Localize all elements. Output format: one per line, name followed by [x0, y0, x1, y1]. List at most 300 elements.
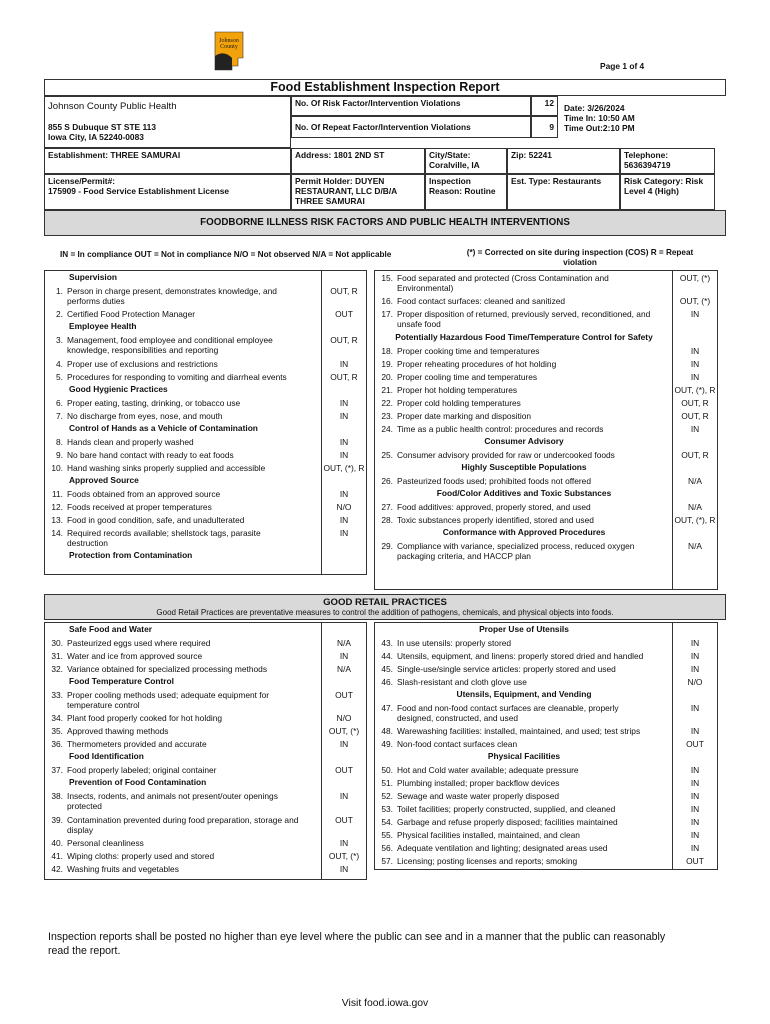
item-status: OUT, R — [672, 412, 717, 424]
item-text: Toilet facilities; properly constructed, supplied, and cleaned — [397, 804, 616, 815]
zip: Zip: 52241 — [507, 148, 620, 174]
item-text-wrap — [48, 412, 303, 422]
checklist-row — [45, 864, 366, 877]
establishment: Establishment: THREE SAMURAI — [44, 148, 291, 174]
item-number: 40. — [51, 838, 63, 849]
checklist-row — [375, 515, 717, 528]
item-status: IN — [672, 704, 717, 726]
checklist-row — [375, 765, 717, 778]
item-text-wrap — [378, 704, 654, 724]
item-number: 5. — [56, 371, 63, 382]
section-heading: Good Hygienic Practices — [69, 383, 168, 394]
item-text: Washing fruits and vegetables — [67, 864, 179, 875]
page-number: Page 1 of 4 — [600, 61, 645, 71]
checklist-row — [45, 515, 366, 528]
item-text-wrap — [378, 542, 654, 562]
checklist-row — [45, 463, 366, 476]
item-number: 17. — [381, 309, 393, 320]
item-status: IN — [672, 766, 717, 778]
retail-banner — [44, 594, 726, 620]
item-status: OUT — [672, 740, 717, 752]
time-in: Time In: 10:50 AM — [564, 113, 635, 123]
section-heading: Prevention of Food Contamination — [69, 777, 207, 788]
item-status: N/A — [672, 542, 717, 564]
item-text: Wiping cloths: properly used and stored — [67, 851, 215, 862]
item-number: 47. — [381, 703, 393, 713]
item-number: 38. — [51, 791, 63, 802]
item-text-wrap — [48, 714, 303, 724]
checklist-row — [45, 690, 366, 713]
item-text: Licensing; posting licenses and reports; smoking — [397, 856, 578, 867]
checklist-row — [45, 815, 366, 838]
legend-right-2: violation — [563, 257, 597, 267]
item-number: 28. — [381, 514, 393, 525]
telephone-label: Telephone: — [624, 150, 669, 160]
item-number: 25. — [381, 449, 393, 460]
item-text-wrap — [378, 386, 654, 396]
checklist-row — [375, 817, 717, 830]
item-status: N/O — [672, 678, 717, 690]
item-number: 18. — [381, 345, 393, 356]
item-text: Sewage and waste water properly disposed — [397, 791, 560, 802]
item-number: 32. — [51, 664, 63, 674]
item-status: IN — [672, 665, 717, 677]
repeat-violations-label: No. Of Repeat Factor/Intervention Violations — [291, 116, 531, 138]
item-number: 11. — [51, 488, 63, 499]
item-text: Plant food properly cooked for hot holding — [67, 713, 223, 724]
item-number: 22. — [381, 397, 393, 408]
item-text: Variance obtained for specialized processing methods — [67, 664, 268, 674]
item-text-wrap — [378, 766, 654, 776]
item-text-wrap — [378, 360, 654, 370]
item-text: Proper disposition of returned, previously served, reconditioned, and unsafe food — [397, 309, 651, 330]
item-status: IN — [321, 792, 366, 814]
item-text: Hands clean and properly washed — [67, 436, 194, 447]
section-heading: Conformance with Approved Procedures — [442, 526, 606, 537]
item-text-wrap — [378, 412, 654, 422]
item-text-wrap — [48, 399, 303, 409]
item-text-wrap — [378, 805, 654, 815]
item-text-wrap — [378, 274, 654, 294]
item-text-wrap — [378, 425, 654, 435]
item-text-wrap — [48, 490, 303, 500]
item-status: OUT — [321, 816, 366, 838]
item-text-wrap — [48, 865, 303, 875]
item-status: IN — [321, 865, 366, 877]
item-text: Pasteurized foods used; prohibited foods not offered — [397, 475, 591, 486]
item-number: 29. — [381, 540, 393, 551]
item-text: Plumbing installed; proper backflow devices — [397, 778, 560, 789]
item-text: Compliance with variance, specialized process, reduced oxygen packaging criteria, and HACCP plan — [397, 540, 635, 561]
inspection-reason — [425, 174, 507, 210]
item-status: OUT, (*), R — [321, 464, 366, 476]
risk-category-1: Risk Category: Risk — [624, 176, 704, 186]
checklist-row — [375, 359, 717, 372]
item-number: 13. — [51, 514, 63, 525]
foodborne-right-column — [374, 270, 718, 590]
retail-subtitle: Good Retail Practices are preventative measures to control the addition of pathogens, chemicals, and physical objects into foods. — [156, 608, 614, 618]
section-heading: Highly Susceptible Populations — [461, 461, 587, 472]
item-text-wrap — [48, 839, 303, 849]
item-text-wrap — [48, 373, 303, 383]
item-text: Food and non-food contact surfaces are cleanable, properly designed, constructed, and used — [397, 703, 619, 723]
item-status: IN — [321, 490, 366, 502]
item-text-wrap — [378, 844, 654, 854]
item-text-wrap — [48, 691, 303, 711]
city-state-label: City/State: — [429, 150, 471, 160]
item-text: Single-use/single service articles: properly stored and used — [397, 664, 616, 674]
item-text-wrap — [378, 792, 654, 802]
item-text-wrap — [378, 516, 654, 526]
item-status: IN — [321, 451, 366, 463]
item-number: 53. — [381, 804, 393, 815]
item-text: In use utensils: properly stored — [397, 638, 512, 648]
item-status: IN — [321, 740, 366, 752]
checklist-row — [45, 726, 366, 739]
risk-category — [620, 174, 715, 210]
item-number: 12. — [51, 501, 63, 512]
item-status: IN — [672, 844, 717, 856]
section-heading: Utensils, Equipment, and Vending — [456, 689, 592, 699]
permit-holder-3: THREE SAMURAI — [295, 195, 365, 206]
item-status: IN — [672, 425, 717, 437]
section-heading: Protection from Contamination — [69, 550, 193, 561]
item-status: N/A — [672, 477, 717, 489]
item-status: IN — [672, 818, 717, 830]
item-number: 30. — [51, 638, 63, 648]
item-number: 16. — [381, 296, 393, 307]
item-status: OUT — [321, 310, 366, 322]
item-text: Proper cooking time and temperatures — [397, 345, 540, 356]
section-heading: Physical Facilities — [487, 751, 561, 762]
item-status: IN — [672, 779, 717, 791]
item-text-wrap — [48, 740, 303, 750]
section-heading: Food Identification — [69, 751, 144, 762]
checklist-row — [375, 778, 717, 791]
item-number: 54. — [381, 817, 393, 828]
foodborne-banner: FOODBORNE ILLNESS RISK FACTORS AND PUBLIC HEALTH INTERVENTIONS — [44, 210, 726, 236]
section-heading: Supervision — [69, 272, 117, 282]
item-text-wrap — [378, 727, 654, 737]
item-number: 41. — [51, 851, 63, 862]
item-text: Proper cooling time and temperatures — [397, 371, 538, 382]
item-number: 57. — [381, 856, 393, 867]
item-number: 49. — [381, 739, 393, 750]
retail-title: GOOD RETAIL PRACTICES — [323, 597, 447, 608]
svg-text:Johnson: Johnson — [219, 38, 239, 44]
checklist-row — [375, 450, 717, 463]
item-text-wrap — [48, 665, 303, 675]
item-number: 48. — [381, 726, 393, 737]
checklist-row — [375, 664, 717, 677]
item-status: IN — [672, 360, 717, 372]
svg-text:County: County — [220, 44, 238, 50]
checklist-row — [375, 703, 717, 726]
item-text: Hot and Cold water available; adequate pressure — [397, 765, 579, 776]
item-status: IN — [672, 347, 717, 359]
item-text-wrap — [48, 639, 303, 649]
item-status: IN — [672, 652, 717, 664]
item-number: 37. — [51, 765, 63, 776]
item-number: 24. — [381, 423, 393, 434]
item-number: 8. — [56, 436, 63, 447]
item-text: Proper use of exclusions and restrictions — [67, 358, 218, 369]
item-number: 20. — [381, 371, 393, 382]
telephone-value: 5636394719 — [624, 159, 671, 170]
item-status: OUT, (*), R — [672, 516, 717, 528]
item-number: 4. — [56, 358, 63, 369]
item-number: 35. — [51, 726, 63, 737]
item-text-wrap — [378, 740, 654, 750]
repeat-violations-count: 9 — [531, 116, 558, 138]
item-status: IN — [672, 639, 717, 651]
item-number: 21. — [381, 384, 393, 395]
item-status: OUT — [321, 691, 366, 713]
item-status: OUT, R — [321, 336, 366, 358]
item-text-wrap — [48, 360, 303, 370]
item-status: IN — [672, 805, 717, 817]
item-text: Physical facilities installed, maintained, and clean — [397, 830, 580, 841]
checklist-row — [375, 541, 717, 564]
checklist-row — [45, 638, 366, 651]
item-number: 26. — [381, 475, 393, 486]
item-number: 27. — [381, 501, 393, 512]
item-status: IN — [672, 792, 717, 804]
item-number: 55. — [381, 830, 393, 841]
item-number: 45. — [381, 664, 393, 674]
item-number: 51. — [381, 778, 393, 789]
item-text: Hand washing sinks properly supplied and accessible — [67, 462, 266, 473]
risk-violations-label: No. Of Risk Factor/Intervention Violations — [291, 96, 531, 116]
item-text-wrap — [378, 347, 654, 357]
section-heading: Consumer Advisory — [484, 435, 564, 446]
item-text: Toxic substances properly identified, stored and used — [397, 514, 594, 525]
checklist-row — [375, 638, 717, 651]
checklist-row — [375, 791, 717, 804]
item-text-wrap — [48, 727, 303, 737]
item-text: Approved thawing methods — [67, 726, 169, 737]
item-number: 46. — [381, 677, 393, 687]
item-text-wrap — [378, 399, 654, 409]
agency-name: Johnson County Public Health — [48, 101, 177, 112]
item-text-wrap — [378, 678, 654, 688]
permit-holder-2: RESTAURANT, LLC D/B/A — [295, 185, 398, 196]
legend-right — [440, 248, 720, 267]
checklist-row — [45, 450, 366, 463]
checklist-row — [375, 856, 717, 869]
item-number: 14. — [51, 527, 63, 538]
item-text-wrap — [48, 451, 303, 461]
item-status: IN — [321, 839, 366, 851]
item-status: OUT, (*) — [321, 852, 366, 864]
item-text: Proper date marking and disposition — [397, 410, 532, 421]
item-text: Required records available; shellstock tags, parasite destruction — [67, 527, 261, 548]
item-text-wrap — [378, 779, 654, 789]
item-text-wrap — [378, 451, 654, 461]
item-text-wrap — [378, 297, 654, 307]
item-text: Person in charge present, demonstrates knowledge, and performs duties — [67, 286, 277, 306]
inspection-reason-2: Reason: Routine — [429, 185, 496, 196]
checklist-row — [375, 726, 717, 739]
item-number: 6. — [56, 397, 63, 408]
item-text: Foods received at proper temperatures — [67, 501, 212, 512]
item-status: IN — [321, 529, 366, 551]
item-number: 33. — [51, 690, 63, 700]
item-status: N/O — [321, 503, 366, 515]
item-text: Foods obtained from an approved source — [67, 488, 221, 499]
item-number: 23. — [381, 410, 393, 421]
agency-cell — [44, 96, 291, 148]
item-text-wrap — [48, 287, 303, 307]
checklist-row — [45, 838, 366, 851]
item-text: Insects, rodents, and animals not present/outer openings protected — [67, 791, 278, 812]
item-text: Personal cleanliness — [67, 838, 144, 849]
item-status: IN — [321, 652, 366, 664]
checklist-row — [375, 296, 717, 309]
item-text: Proper cold holding temperatures — [397, 397, 521, 408]
item-text: Contamination prevented during food preparation, storage and display — [67, 814, 299, 835]
telephone — [620, 148, 715, 174]
item-text: Thermometers provided and accurate — [67, 739, 207, 750]
section-heading: Approved Source — [69, 474, 139, 485]
item-number: 44. — [381, 651, 393, 661]
item-text: Food additives: approved, properly stored, and used — [397, 501, 591, 512]
checklist-row — [45, 359, 366, 372]
item-number: 2. — [56, 309, 63, 320]
item-text: Utensils, equipment, and linens: properly stored dried and handled — [397, 651, 644, 661]
item-number: 56. — [381, 843, 393, 854]
section-heading: Employee Health — [69, 321, 137, 332]
item-text-wrap — [48, 529, 303, 549]
item-status: IN — [321, 516, 366, 528]
agency-address-1: 855 S Dubuque ST STE 113 — [48, 122, 156, 133]
checklist-row — [45, 411, 366, 424]
item-status: N/A — [321, 665, 366, 677]
risk-category-2: Level 4 (High) — [624, 185, 679, 196]
item-text: Time as a public health control: procedures and records — [397, 423, 604, 434]
item-text: Proper reheating procedures of hot holding — [397, 358, 557, 369]
retail-right-column — [374, 622, 718, 870]
item-status: OUT — [321, 766, 366, 778]
item-number: 42. — [51, 864, 63, 875]
item-text-wrap — [48, 792, 303, 812]
item-text: Adequate ventilation and lighting; designated areas used — [397, 843, 608, 854]
checklist-row — [375, 398, 717, 411]
checklist-row — [375, 843, 717, 856]
item-status: N/O — [321, 714, 366, 726]
section-heading: Food/Color Additives and Toxic Substances — [436, 487, 612, 498]
item-text: Consumer advisory provided for raw or undercooked foods — [397, 449, 615, 460]
item-text: Procedures for responding to vomiting and diarrheal events — [67, 371, 287, 382]
checklist-row — [45, 851, 366, 864]
item-status: OUT, R — [321, 287, 366, 309]
checklist-row — [375, 651, 717, 664]
section-heading: Food Temperature Control — [69, 676, 174, 686]
item-text-wrap — [378, 639, 654, 649]
checklist-row — [375, 830, 717, 843]
checklist-row — [375, 309, 717, 332]
foodborne-left-column — [44, 270, 367, 575]
county-logo — [212, 28, 246, 72]
item-text: Proper cooling methods used; adequate equipment for temperature control — [67, 690, 270, 710]
est-type: Est. Type: Restaurants — [507, 174, 620, 210]
item-text-wrap — [378, 665, 654, 675]
item-text-wrap — [378, 818, 654, 828]
checklist-row — [375, 804, 717, 817]
item-status: IN — [321, 399, 366, 411]
address: Address: 1801 2ND ST — [291, 148, 425, 174]
item-status: N/A — [672, 503, 717, 515]
item-text-wrap — [48, 438, 303, 448]
item-number: 43. — [381, 638, 393, 648]
item-text-wrap — [48, 503, 303, 513]
item-status: IN — [672, 727, 717, 739]
inspection-date: Date: 3/26/2024 — [564, 103, 625, 113]
checklist-row — [45, 372, 366, 385]
item-number: 15. — [381, 273, 393, 283]
checklist-row — [45, 437, 366, 450]
license — [44, 174, 291, 210]
item-status: IN — [672, 373, 717, 385]
checklist-row — [45, 335, 366, 358]
item-text-wrap — [378, 310, 654, 330]
item-status: IN — [321, 360, 366, 372]
item-number: 9. — [56, 449, 63, 460]
item-number: 19. — [381, 358, 393, 369]
item-number: 7. — [56, 410, 63, 421]
city-state — [425, 148, 507, 174]
item-status: OUT, (*) — [321, 727, 366, 739]
item-text: Garbage and refuse properly disposed; facilities maintained — [397, 817, 618, 828]
inspection-reason-1: Inspection — [429, 176, 471, 186]
checklist-row — [375, 476, 717, 489]
visit-link[interactable]: Visit food.iowa.gov — [341, 998, 429, 1009]
license-label: License/Permit#: — [48, 176, 116, 186]
section-heading: Proper Use of Utensils — [479, 624, 569, 634]
item-text-wrap — [48, 816, 303, 836]
item-text: Proper eating, tasting, drinking, or tobacco use — [67, 397, 241, 408]
section-heading: Control of Hands as a Vehicle of Contamination — [69, 422, 258, 433]
item-text: No bare hand contact with ready to eat foods — [67, 449, 234, 460]
item-text: Proper hot holding temperatures — [397, 384, 518, 395]
item-status: OUT, (*) — [672, 274, 717, 296]
item-number: 3. — [56, 335, 63, 346]
item-text-wrap — [48, 766, 303, 776]
item-number: 50. — [381, 765, 393, 776]
legend-right-1: (*) = Corrected on site during inspection (COS) R = Repeat — [466, 248, 694, 257]
checklist-row — [45, 528, 366, 551]
item-text-wrap — [48, 336, 303, 356]
legend-left: IN = In compliance OUT = Not in compliance N/O = Not observed N/A = Not applicable — [60, 250, 392, 259]
checklist-row — [375, 273, 717, 296]
checklist-row — [45, 398, 366, 411]
item-status: IN — [672, 831, 717, 843]
checklist-row — [375, 372, 717, 385]
license-value: 175909 - Food Service Establishment License — [48, 185, 230, 196]
item-text: Non-food contact surfaces clean — [397, 739, 518, 750]
item-text: No discharge from eyes, nose, and mouth — [67, 410, 223, 421]
item-number: 10. — [51, 462, 63, 473]
item-text-wrap — [48, 464, 303, 474]
item-number: 34. — [51, 713, 63, 724]
agency-address-2: Iowa City, IA 52240-0083 — [48, 132, 144, 143]
item-status: OUT, R — [672, 451, 717, 463]
checklist-row — [375, 424, 717, 437]
item-status: OUT, (*), R — [672, 386, 717, 398]
checklist-row — [45, 791, 366, 814]
checklist-row — [375, 411, 717, 424]
checklist-row — [45, 651, 366, 664]
